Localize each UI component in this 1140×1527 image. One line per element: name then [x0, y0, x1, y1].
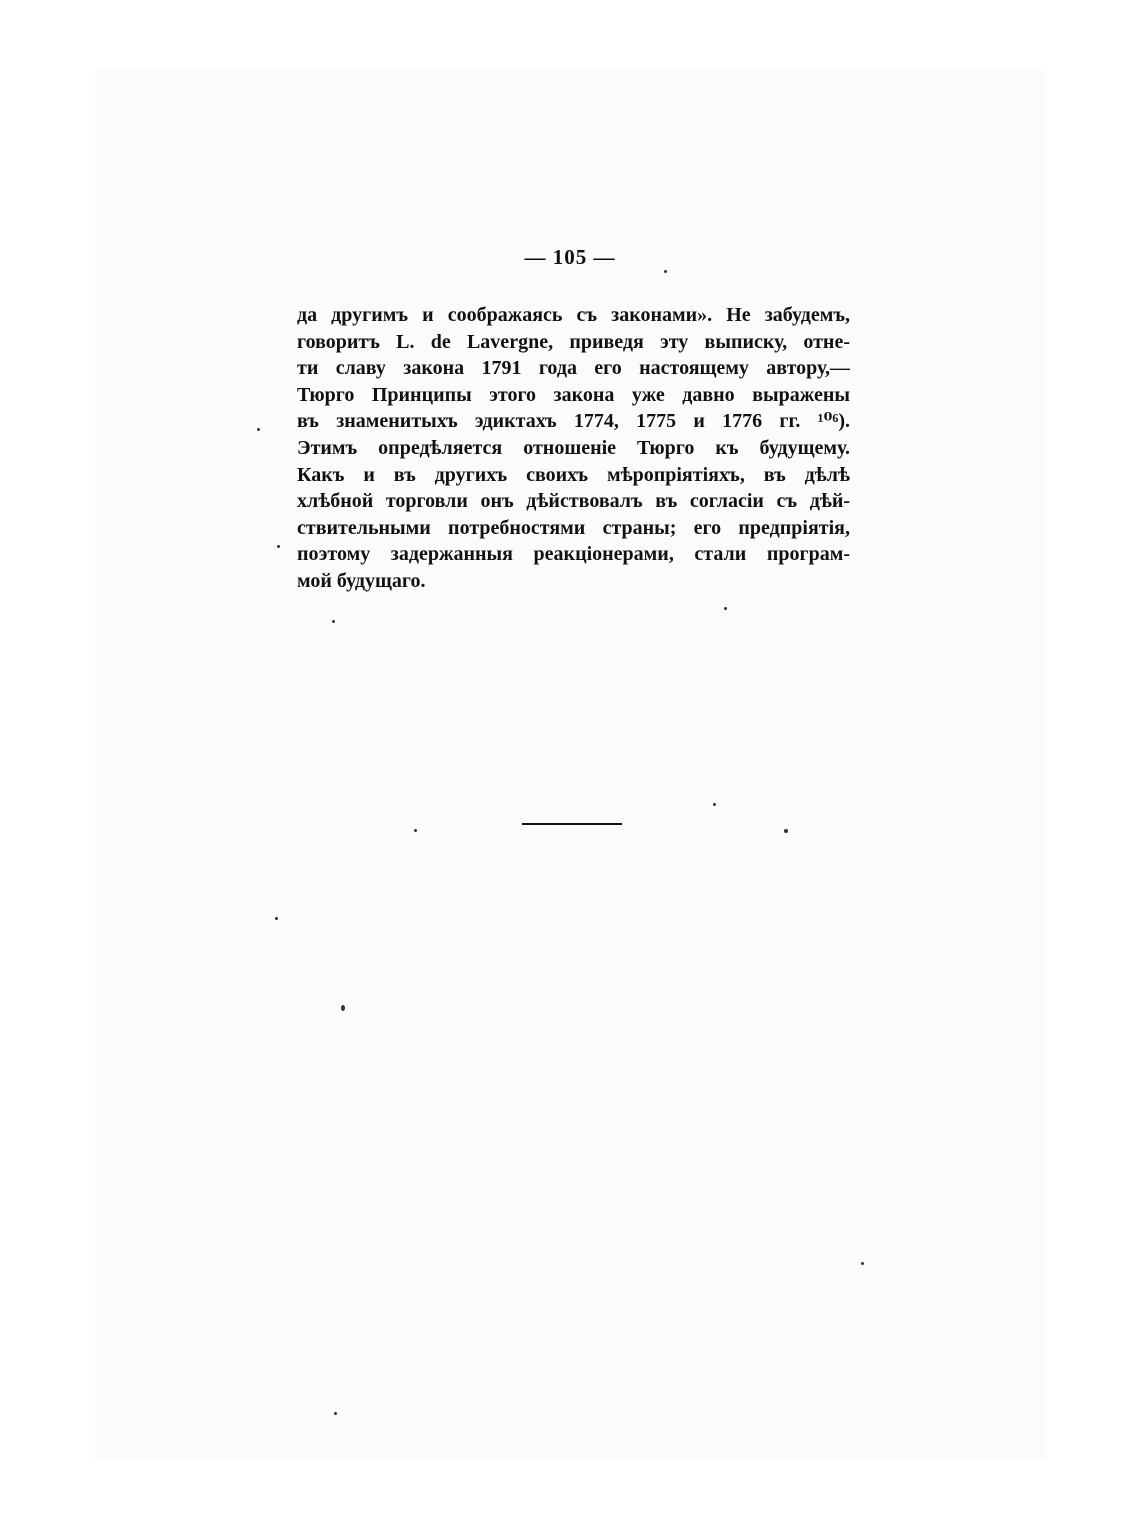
scan-speck	[713, 803, 716, 806]
text-line: поэтому задержанныя реакціонерами, стали програм-	[297, 543, 850, 566]
scan-speck	[277, 545, 280, 548]
text-line: Тюрго Принципы этого закона уже давно выражены	[297, 383, 850, 406]
text-line: Какъ и въ другихъ своихъ мѣропріятіяхъ, въ дѣлѣ	[297, 463, 850, 486]
scan-speck	[275, 917, 278, 920]
scan-speck	[861, 1262, 864, 1265]
scan-speck	[334, 1412, 337, 1415]
text-line: хлѣбной торговли онъ дѣйствовалъ въ согласіи съ дѣй-	[297, 490, 850, 513]
scan-speck	[784, 829, 788, 833]
scan-speck	[341, 1005, 345, 1011]
text-line: Этимъ опредѣляется отношеніе Тюрго къ будущему.	[297, 436, 850, 459]
text-line: ствительными потребностями страны; его предпріятія,	[297, 516, 850, 539]
text-line: ти славу закона 1791 года его настоящему автору,—	[297, 357, 850, 380]
text-line: да другимъ и соображаясь съ законами». Не забудемъ,	[297, 304, 850, 326]
scan-speck	[724, 607, 727, 610]
section-divider	[522, 823, 622, 825]
scan-speck	[257, 428, 260, 431]
text-line: говоритъ L. de Lavergne, приведя эту выписку, отне-	[297, 330, 850, 353]
text-line: въ знаменитыхъ эдиктахъ 1774, 1775 и 1776 гг. ¹⁰⁶).	[297, 410, 850, 433]
text-line: мой будущаго.	[297, 569, 426, 592]
body-text	[297, 302, 850, 595]
scanned-page	[95, 70, 1045, 1460]
scan-speck	[664, 270, 667, 273]
scan-speck	[332, 620, 335, 623]
scan-speck	[414, 829, 417, 832]
page-number: — 105 —	[524, 245, 616, 269]
